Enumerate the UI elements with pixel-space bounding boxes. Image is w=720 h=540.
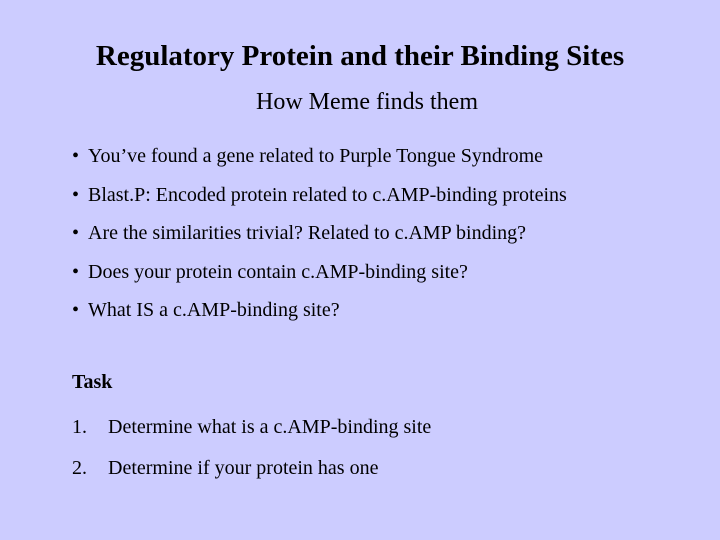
task-item [72, 413, 431, 454]
task-text: Determine what is a c.AMP-binding site [108, 416, 432, 438]
bullet-marker: • [72, 260, 80, 283]
bullet-item [72, 219, 567, 258]
bullet-list [72, 142, 567, 335]
bullet-marker: • [72, 145, 80, 167]
task-text: Determine if your protein has one [108, 457, 379, 479]
task-number: 1. [72, 416, 87, 438]
bullet-text: Does your protein contain c.AMP-binding site? [88, 260, 468, 283]
bullet-item [72, 296, 567, 335]
bullet-text: Blast.P: Encoded protein related to c.AMP-binding proteins [88, 183, 567, 206]
bullet-item [72, 258, 567, 297]
slide-title: Regulatory Protein and their Binding Sites [95, 40, 625, 72]
task-item [72, 454, 431, 495]
bullet-text: You’ve found a gene related to Purple Tongue Syndrome [88, 145, 543, 167]
bullet-marker: • [72, 222, 80, 244]
bullet-text: What IS a c.AMP-binding site? [88, 299, 340, 321]
task-list [72, 413, 431, 495]
bullet-item [72, 142, 567, 181]
bullet-marker: • [72, 299, 80, 321]
slide-subtitle: How Meme finds them [256, 89, 478, 115]
bullet-marker: • [72, 183, 80, 206]
task-heading: Task [72, 371, 113, 393]
task-number: 2. [72, 457, 87, 479]
bullet-item [72, 181, 567, 220]
bullet-text: Are the similarities trivial? Related to c.AMP binding? [88, 222, 527, 244]
